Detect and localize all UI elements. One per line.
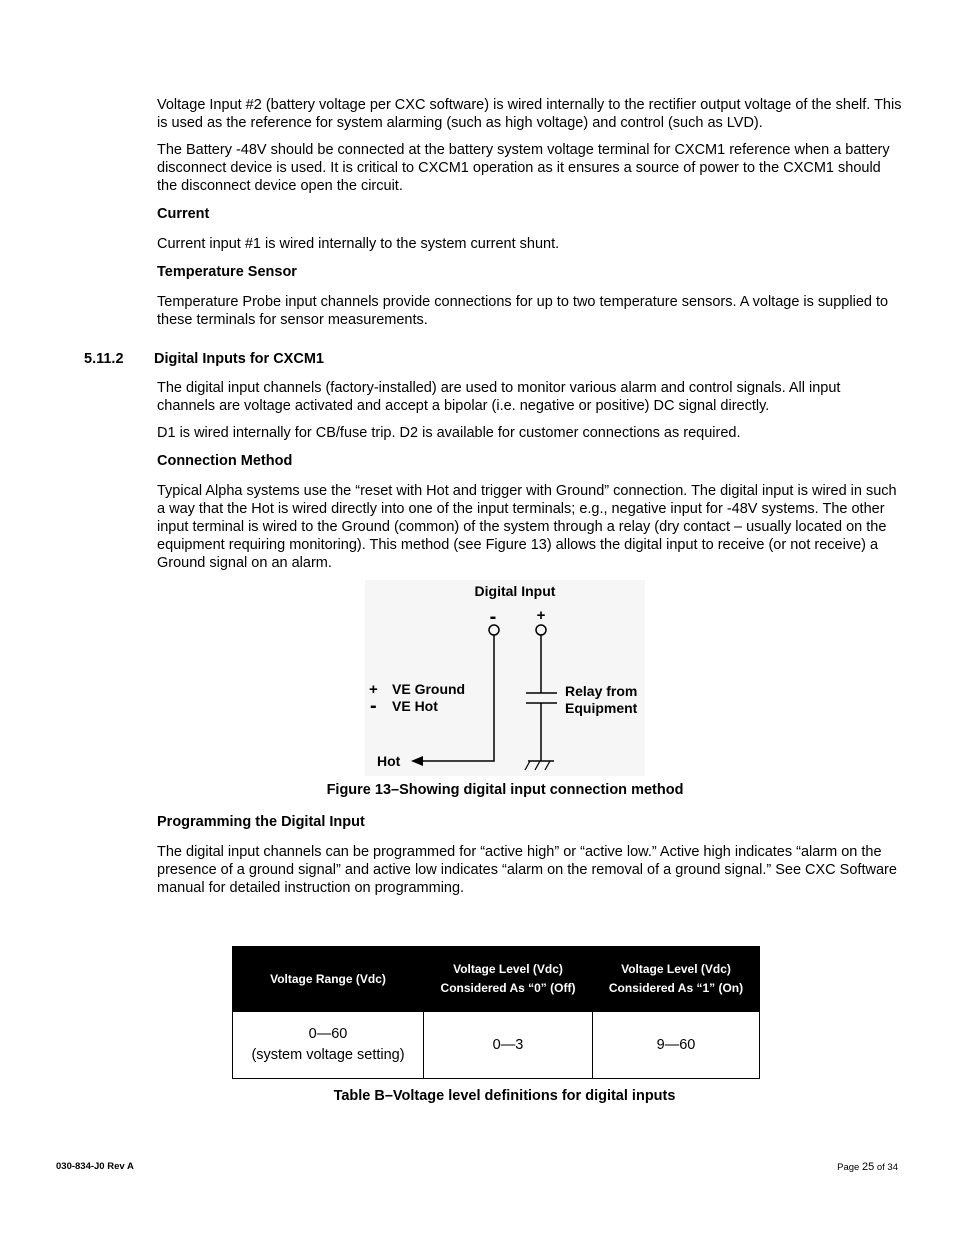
hot-label: Hot <box>377 753 401 769</box>
terminal-minus-sign: - <box>489 606 497 628</box>
figure-13-diagram <box>365 580 645 776</box>
header-level-on <box>593 947 760 1012</box>
legend-ve-ground: VE Ground <box>392 681 466 697</box>
header-voltage-range-text: Voltage Range (Vdc) <box>270 971 386 986</box>
cell-level-off: 0—3 <box>424 1012 593 1079</box>
section-title: Digital Inputs for CXCM1 <box>154 351 324 367</box>
paragraph-connection-method: Typical Alpha systems use the “reset with Hot and trigger with Ground” connection. The digital input is wired in such a way that the Hot is wired directly into one of the input terminals; e.g., negative input for -48V systems. The other input terminal is wired to the Ground (common) of the system through a relay (dry contact – usually located on the equipment requiring monitoring). This method (see Figure 13) allows the digital input to receive (or not receive) a Ground signal on an alarm. <box>157 483 897 571</box>
section-heading-5-11-2 <box>84 350 324 368</box>
footer-page-current: 25 <box>861 1161 875 1173</box>
figure-13-caption: Figure 13–Showing digital input connection method <box>326 782 684 798</box>
wiring-diagram <box>365 580 645 776</box>
header-level-off-line2: Considered As “0” (Off) <box>440 981 576 995</box>
digital-input-title: Digital Input <box>474 583 556 599</box>
paragraph-current: Current input #1 is wired internally to the system current shunt. <box>157 236 560 252</box>
paragraph-digital-inputs: The digital input channels (factory-installed) are used to monitor various alarm and control signals. All input channels are voltage activated and accept a bipolar (i.e. negative or positive) DC signal directly. <box>157 380 841 414</box>
footer-page-number <box>837 1161 898 1173</box>
header-level-on-line1: Voltage Level (Vdc) <box>621 962 731 976</box>
terminal-plus <box>536 625 546 635</box>
cell-level-on: 9—60 <box>593 1012 760 1079</box>
header-voltage-range <box>233 947 424 1012</box>
voltage-level-table <box>232 946 760 1079</box>
table-b-caption: Table B–Voltage level definitions for digital inputs <box>333 1088 676 1104</box>
header-level-on-line2: Considered As “1” (On) <box>608 981 744 995</box>
hot-arrow-icon <box>411 756 423 766</box>
section-number: 5.11.2 <box>84 351 124 367</box>
ground-icon <box>525 761 554 770</box>
table-header-row <box>233 947 760 1012</box>
relay-label-line2: Equipment <box>565 700 638 716</box>
header-level-off <box>424 947 593 1012</box>
footer-page-total: 34 <box>887 1162 898 1173</box>
footer-page-prefix: Page <box>837 1162 862 1173</box>
relay-label-line1: Relay from <box>565 683 638 699</box>
table-row <box>233 1012 760 1079</box>
cell-voltage-range-line1: 0—60 <box>308 1026 348 1042</box>
legend-ve-hot: VE Hot <box>392 698 438 714</box>
paragraph-temperature: Temperature Probe input channels provide connections for up to two temperature sensors. A voltage is supplied to these terminals for sensor measurements. <box>157 294 889 328</box>
header-level-off-line1: Voltage Level (Vdc) <box>453 962 563 976</box>
terminal-plus-sign: + <box>536 607 546 624</box>
cell-voltage-range-line2: (system voltage setting) <box>251 1047 405 1063</box>
heading-connection-method: Connection Method <box>157 453 293 469</box>
cell-voltage-range <box>233 1012 424 1079</box>
paragraph-battery-48v: The Battery -48V should be connected at the battery system voltage terminal for CXCM1 reference when a battery disconnect device is used. It is critical to CXCM1 operation as it ensures a source of power to the CXCM1 should the disconnect device open the circuit. <box>157 142 890 194</box>
heading-current: Current <box>157 206 210 222</box>
paragraph-programming: The digital input channels can be programmed for “active high” or “active low.” Active high indicates “alarm on the presence of a ground signal” and active low indicates “alarm on the removal of a ground signal.” See CXC Software manual for detailed instruction on programming. <box>157 844 897 896</box>
legend-plus-sign: + <box>369 681 378 698</box>
paragraph-voltage-input-2: Voltage Input #2 (battery voltage per CXC software) is wired internally to the rectifier output voltage of the shelf. This is used as the reference for system alarming (such as high voltage) and control (such as LVD). <box>157 97 902 131</box>
footer-page-of: of <box>874 1162 888 1173</box>
legend-minus-sign: - <box>370 695 377 717</box>
heading-programming-digital-input: Programming the Digital Input <box>157 814 365 830</box>
footer-doc-id: 030-834-J0 Rev A <box>56 1161 134 1172</box>
paragraph-d1-d2: D1 is wired internally for CB/fuse trip. D2 is available for customer connections as required. <box>157 425 741 441</box>
heading-temperature-sensor: Temperature Sensor <box>157 264 297 280</box>
